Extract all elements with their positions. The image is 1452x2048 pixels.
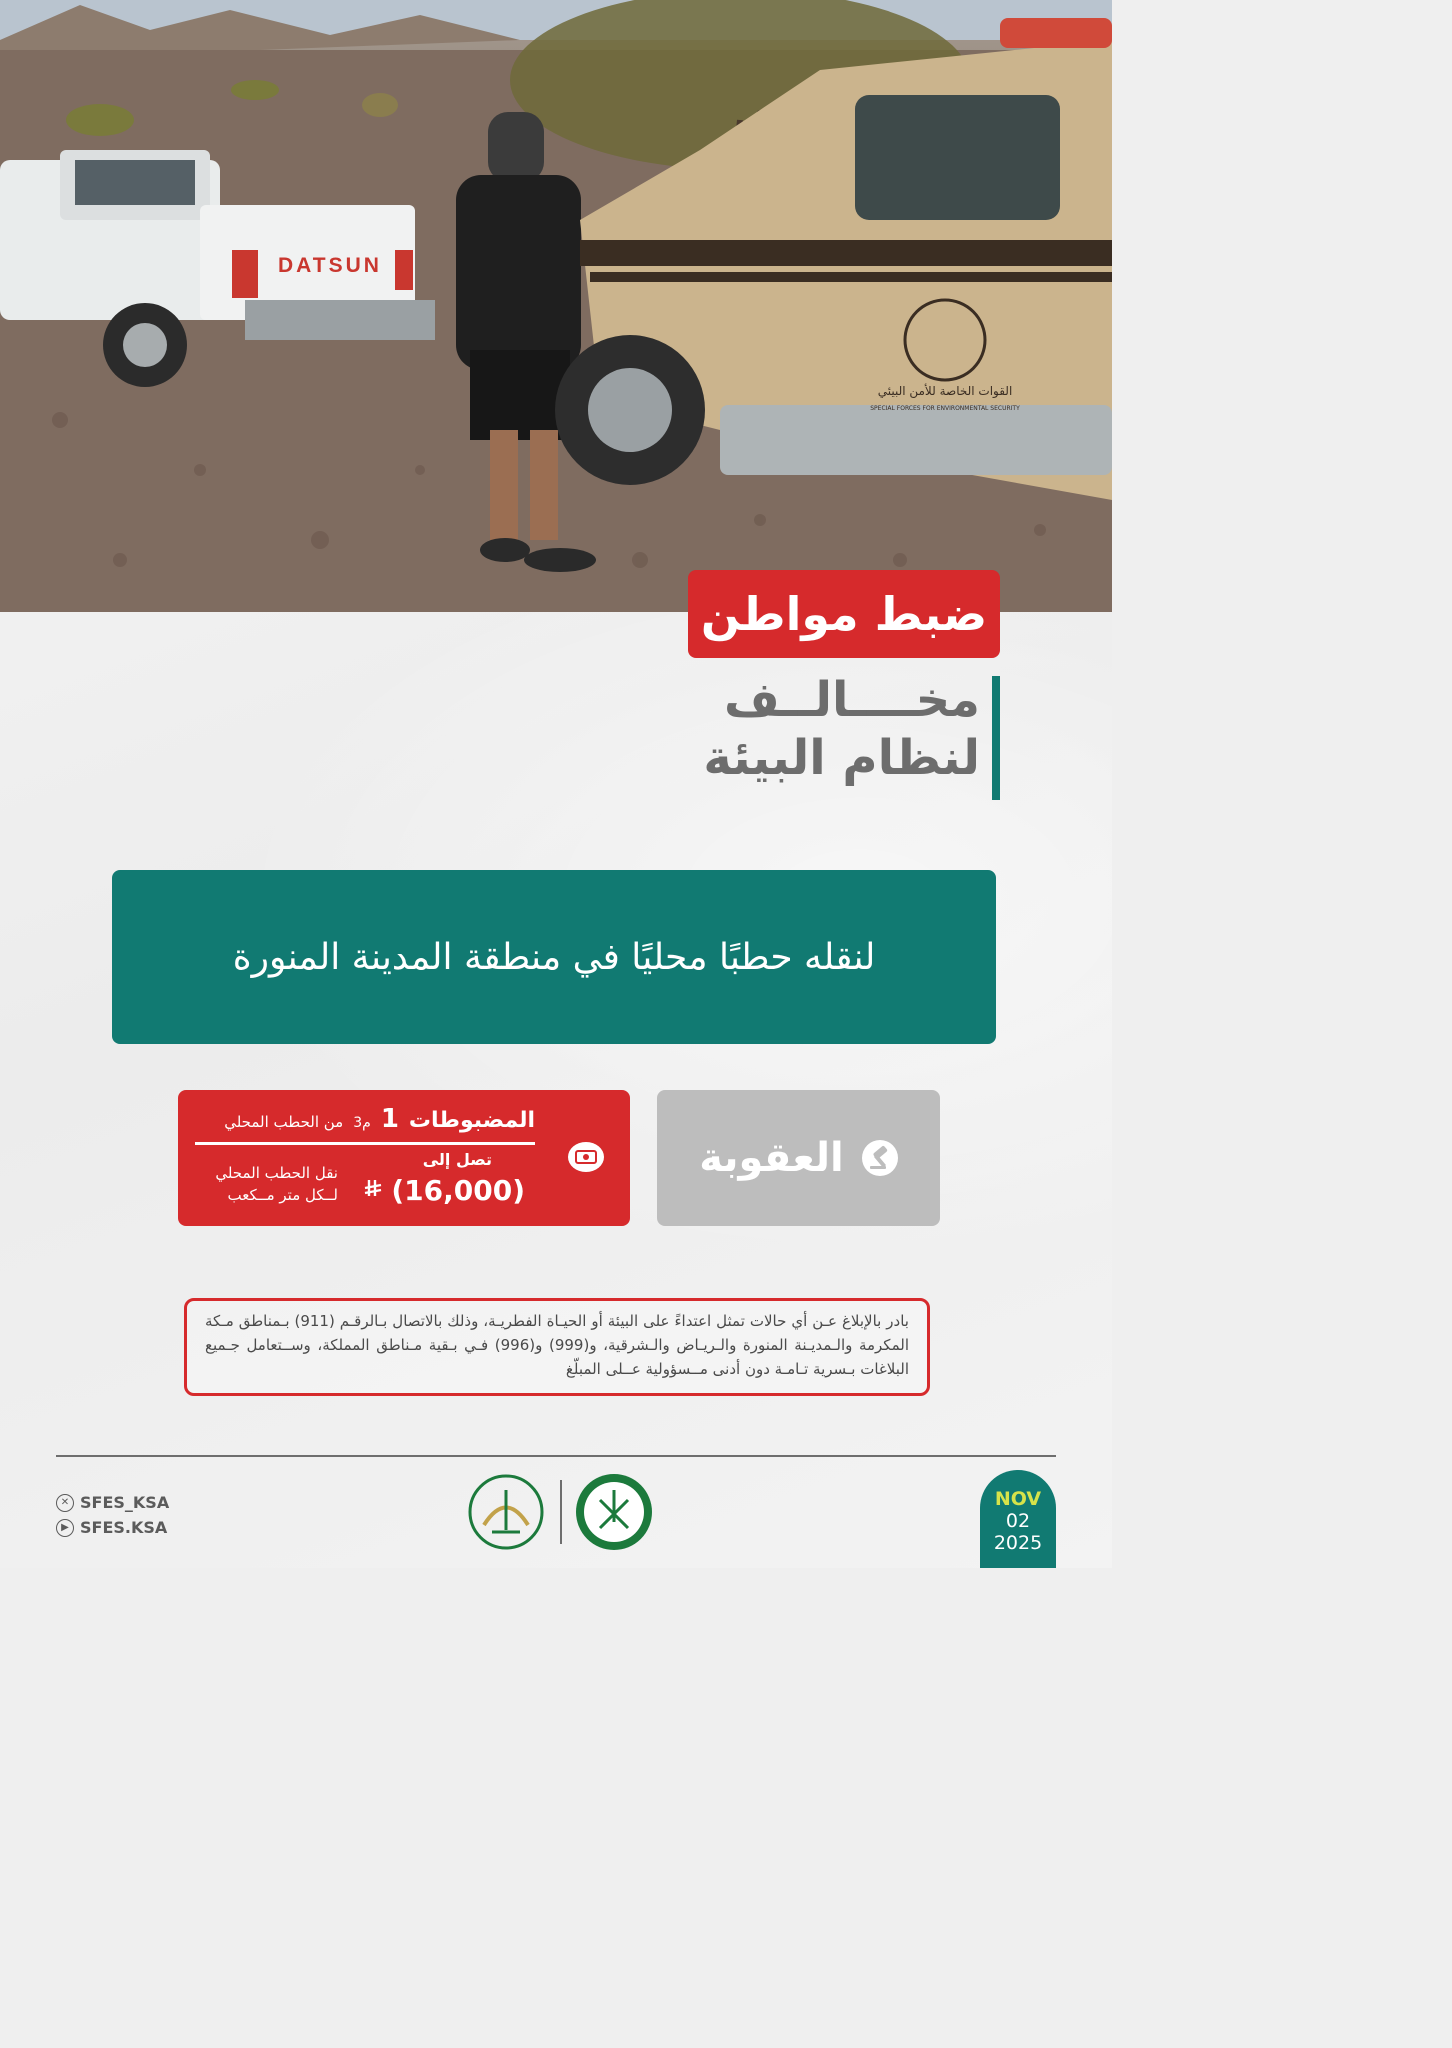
date-badge (980, 1470, 1056, 1568)
seized-label: المضبوطات (408, 1108, 535, 1133)
headline-violator: مخــــالــف (724, 672, 980, 728)
riyal-icon (362, 1178, 384, 1206)
arrested-citizen-badge: ضبط مواطن (688, 570, 1000, 658)
report-notice-text: بادر بالإبلاغ عـن أي حالات تمثل اعتداءً على البيئة أو الحيـاة الفطريـة، وذلك بالاتصال بـالرقـم (911) بـمناطق مـكة المكرمة والـمديـنة المنورة والـريـاض والـشرقية، و(999) و(996) فـي بـقية مـناطق المملكة، وســتعامل جـميع البلاغات بـسرية تـامـة دون أدنى مــسؤولية عــلى المبلّغ (205, 1312, 910, 1378)
hero-photo (0, 0, 1112, 612)
upto-label: تصل إلى (422, 1150, 492, 1169)
ministry-emblem (576, 1474, 652, 1550)
money-icon (568, 1142, 604, 1172)
headline-accent-bar (992, 676, 1000, 800)
vehicle-label-arabic: القوات الخاصة للأمن البيئي (877, 384, 1013, 398)
headline-environment-law: لنظام البيئة (703, 730, 980, 786)
gavel-icon (862, 1140, 898, 1176)
fine-description-line2: لــكل متر مــكعب (227, 1186, 338, 1204)
fine-amount: (16,000) (391, 1174, 525, 1207)
date-year: 2025 (993, 1532, 1043, 1554)
penalty-divider (195, 1142, 535, 1145)
penalty-label-box (657, 1090, 940, 1226)
x-icon: ✕ (56, 1494, 74, 1512)
date-month: NOV (994, 1488, 1042, 1510)
youtube-account[interactable] (56, 1515, 169, 1540)
reason-banner (112, 870, 996, 1044)
date-day: 02 (1005, 1510, 1031, 1532)
social-handles (56, 1490, 169, 1540)
truck-brand-text: DATSUN (278, 254, 382, 277)
seized-row (200, 1104, 535, 1134)
reason-text: لنقله حطبًا محليًا في منطقة المدينة المنورة (232, 936, 876, 978)
seized-quantity: 1 (380, 1104, 399, 1134)
report-notice (184, 1298, 930, 1396)
penalty-details-box (178, 1090, 630, 1226)
x-account[interactable] (56, 1490, 169, 1515)
x-handle: SFES_KSA (80, 1493, 170, 1512)
emblem-separator (560, 1480, 562, 1544)
seized-item: من الحطب المحلي (224, 1113, 344, 1131)
penalty-label: العقوبة (699, 1135, 844, 1181)
youtube-handle: SFES.KSA (80, 1518, 168, 1537)
emblems (462, 1470, 662, 1554)
hero-photo-illustration (0, 0, 1112, 612)
emblem-logos (462, 1470, 662, 1554)
footer-divider (56, 1455, 1056, 1457)
youtube-icon: ▶ (56, 1519, 74, 1537)
special-forces-emblem (470, 1476, 542, 1548)
seized-unit: م3 (353, 1115, 371, 1131)
vehicle-label-english: SPECIAL FORCES FOR ENVIRONMENTAL SECURITY (870, 405, 1020, 412)
fine-description-line1: نقل الحطب المحلي (215, 1164, 338, 1182)
